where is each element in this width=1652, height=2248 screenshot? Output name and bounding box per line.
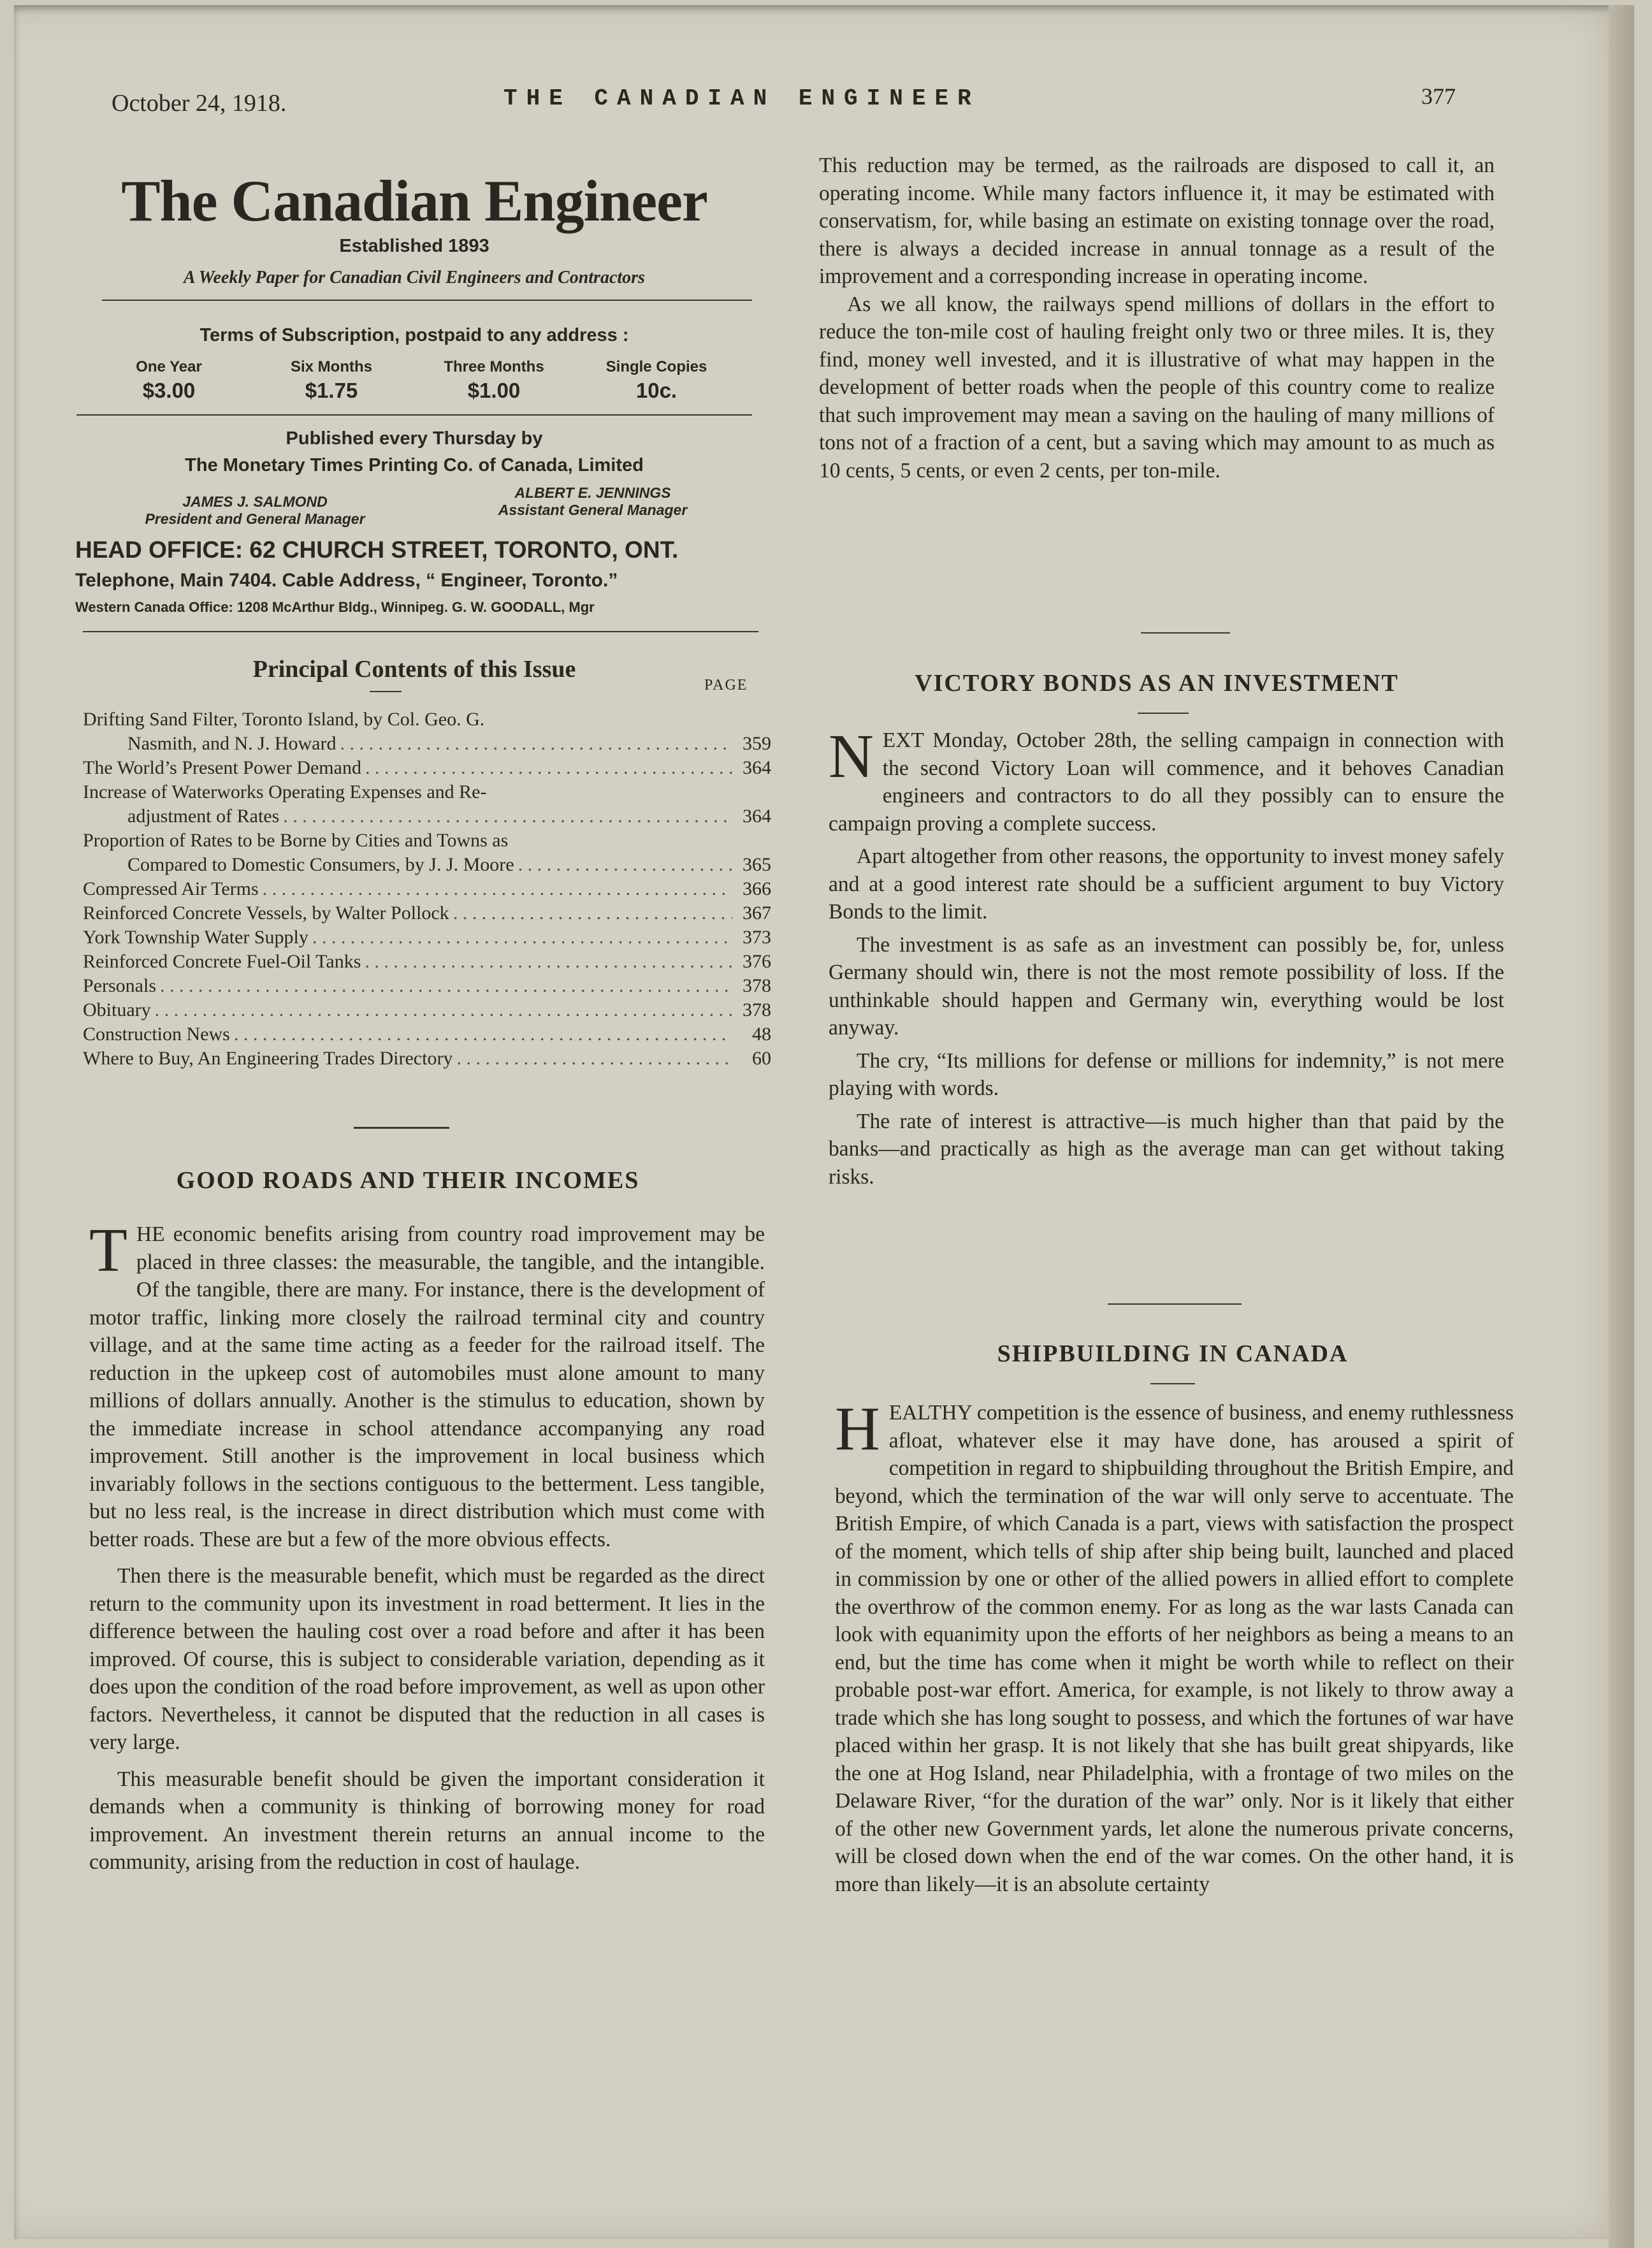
contents-item: Personals . . . 378 — [83, 974, 771, 998]
paragraph: The cry, “Its millions for defense or millions for indemnity,” is not mere playing with words. — [829, 1048, 1504, 1100]
contents-item: Reinforced Concrete Vessels, by Walter Pollock . . . 367 — [83, 901, 771, 925]
contents-item: Reinforced Concrete Fuel-Oil Tanks . . . 376 — [83, 950, 771, 974]
paragraph: The investment is as safe as an investment can possibly be, for, unless Germany should win, there is not the most remote possibility of loss. If the unthinkable should happen and Germany win, everything would be lost anyway. — [829, 932, 1504, 1040]
contents-item: Proportion of Rates to be Borne by Cities and Towns as — [83, 830, 509, 851]
masthead-tagline: A Weekly Paper for Canadian Civil Engineers and Contractors — [184, 268, 645, 287]
price-six-months: Six Months $1.75 — [290, 358, 372, 402]
divider — [1138, 713, 1189, 714]
western-office: Western Canada Office: 1208 McArthur Bldg., Winnipeg. G. W. GOODALL, Mgr — [75, 599, 595, 615]
paragraph: Apart altogether from other reasons, the opportunity to invest money safely and at a good interest rate should be a sufficient argument to buy Victory Bonds to the limit. — [829, 845, 1504, 924]
paragraph: This reduction may be termed, as the railroads are disposed to call it, an operating income. While many factors influence it, it may be estimated with conservatism, for, while basing an estimate on existing tonnage over the road, there is always a decided increase in annual tonnage as a result of the improvement and a corresponding increase in operating income. — [819, 154, 1495, 288]
contents-item: The World’s Present Power Demand . . . 364 — [83, 756, 771, 780]
issue-date: October 24, 1918. — [112, 90, 287, 117]
subscription-terms-heading: Terms of Subscription, postpaid to any address : — [199, 325, 629, 345]
contents-item: York Township Water Supply . . . 373 — [83, 925, 771, 950]
officer-president: JAMES J. SALMOND President and General Manager — [145, 493, 365, 527]
contents-item: Where to Buy, An Engineering Trades Directory . . . 60 — [83, 1047, 771, 1071]
price-single-copies: Single Copies 10c. — [605, 358, 707, 402]
divider — [102, 300, 752, 301]
published-line: Published every Thursday by — [286, 428, 543, 449]
contents-page-label: PAGE — [704, 677, 748, 693]
article-victory-bonds-body — [829, 722, 1504, 1191]
contents-item: Drifting Sand Filter, Toronto Island, by Col. Geo. G. — [83, 709, 485, 730]
head-office: HEAD OFFICE: 62 CHURCH STREET, TORONTO, ONT. — [75, 537, 679, 563]
contents-item: Compared to Domestic Consumers, by J. J. Moore . . . 365 — [83, 853, 771, 877]
price-three-months: Three Months $1.00 — [444, 358, 544, 402]
publisher-name: The Monetary Times Printing Co. of Canada, Limited — [185, 455, 644, 475]
masthead-title: The Canadian Engineer — [121, 168, 707, 233]
drop-cap: N — [829, 722, 874, 791]
page-number: 377 — [1421, 83, 1456, 109]
contents-item: Compressed Air Terms . . . 366 — [83, 877, 771, 901]
article-good-roads-body — [89, 1216, 765, 1876]
subscription-prices — [96, 358, 730, 403]
divider — [1150, 1383, 1195, 1384]
section-divider — [1108, 1303, 1242, 1305]
masthead-established: Established 1893 — [339, 236, 489, 256]
paragraph: As we all know, the railways spend millions of dollars in the effort to reduce the ton-mile cost of hauling freight only two or three miles. It is, they find, money well invested, and it is illustrative of what may happen in the development of better roads when the people of this country come to realize that such improvement may mean a saving on the hauling of many millions of tons not of a fraction of a cent, but a saving which may amount to as much as 10 cents, 5 cents, or even 2 cents, per ton-mile. — [819, 292, 1495, 482]
contents-item: Increase of Waterworks Operating Expenses and Re- — [83, 781, 487, 802]
contents-title: Principal Contents of this Issue — [252, 656, 576, 683]
officer-assistant: ALBERT E. JENNINGS Assistant General Manager — [498, 484, 688, 518]
paragraph: Then there is the measurable benefit, which must be regarded as the direct return to the community upon its investment in road betterment. It lies in the difference between the hauling cost over a road before and after it has been improved. Of course, this is subject to considerable variation, depending as it does upon the condition of the road before improvement, as well as upon other factors. Nevertheless, it cannot be disputed that the reduction in all cases is very large. — [89, 1564, 765, 1754]
contents-list — [83, 707, 771, 1071]
contents-item: Construction News . . . 48 — [83, 1022, 771, 1047]
article-good-roads-continued — [819, 152, 1495, 484]
article-heading-good-roads: GOOD ROADS AND THEIR INCOMES — [176, 1167, 640, 1194]
section-divider — [1141, 632, 1230, 634]
binding-edge — [1609, 5, 1634, 2248]
paragraph: HEALTHY competition is the essence of business, and enemy ruthlessness afloat, whatever else it may have done, has aroused a spirit of competition in regard to shipbuilding throughout the British Empire, and beyond, which the termination of the war will only serve to accentuate. The British Empire, of which Canada is a part, views with satisfaction the prospect of the moment, which tells of ship after ship being built, launched and placed in commission by one or other of the allied powers in allied effort to complete the overthrow of the common enemy. For as long as the war lasts Canada can look with equanimity upon the efforts of her neighbors as being a means to an end, but the time has come when it might be worth while to reflect on their probable post-war effort. America, for example, is not likely to throw away a trade which she has long sought to possess, and which the fortunes of war have placed within her grasp. It is not likely that she has built great shipyards, like the one at Hog Island, near Philadelphia, with a frontage of two miles on the Delaware River, “for the duration of the war” only. Nor is it likely that either of the other new Government yards, let alone the numerous private concerns, will be closed down when the end of the war comes. On the other hand, it is more than likely—it is an absolute certainty — [835, 1395, 1514, 1896]
telephone-line: Telephone, Main 7404. Cable Address, “ Engineer, Toronto.” — [75, 570, 618, 591]
paragraph: The rate of interest is attractive—is much higher than that paid by the banks—and practically as high as the average man can get without taking risks. — [829, 1109, 1504, 1189]
article-heading-shipbuilding: SHIPBUILDING IN CANADA — [997, 1340, 1349, 1367]
contents-item: adjustment of Rates . . . 364 — [83, 804, 771, 829]
price-one-year: One Year $3.00 — [136, 358, 202, 402]
contents-item: Nasmith, and N. J. Howard . . . 359 — [83, 732, 771, 756]
divider — [370, 691, 402, 692]
section-divider — [354, 1127, 449, 1129]
paragraph: This measurable benefit should be given the important consideration it demands when a community is thinking of borrowing money for road improvement. An investment therein returns an annual income to the community, arising from the reduction in cost of haulage. — [89, 1767, 765, 1874]
contents-item: Obituary . . . 378 — [83, 998, 771, 1022]
divider — [76, 414, 752, 416]
paragraph: THE economic benefits arising from country road improvement may be placed in three classes: the measurable, the tangible, and the intangible. Of the tangible, there are many. For instance, there is the development of motor traffic, linking more closely the railroad terminal city and country village, and at the same time acting as a feeder for the railroad itself. The reduction in the upkeep cost of automobiles must alone amount to many millions of dollars annually. Another is the stimulus to education, shown by the immediate increase in school attendance accompanying any road improvement. Still another is the improvement in local business which invariably follows in the sections contiguous to the betterment. Less tangible, but no less real, is the increase in direct distribution which must come with better roads. These are but a few of the more obvious effects. — [89, 1216, 765, 1551]
article-heading-victory-bonds: VICTORY BONDS AS AN INVESTMENT — [915, 670, 1399, 697]
drop-cap: T — [89, 1216, 127, 1285]
article-shipbuilding-body — [835, 1395, 1514, 1898]
running-title: THE CANADIAN ENGINEER — [504, 85, 980, 112]
divider — [83, 631, 758, 632]
drop-cap: H — [835, 1395, 880, 1463]
paragraph: NEXT Monday, October 28th, the selling campaign in connection with the second Victory Loan will commence, and it behoves Canadian engineers and contractors to do all they possibly can to ensure the campaign proving a complete success. — [829, 722, 1504, 836]
